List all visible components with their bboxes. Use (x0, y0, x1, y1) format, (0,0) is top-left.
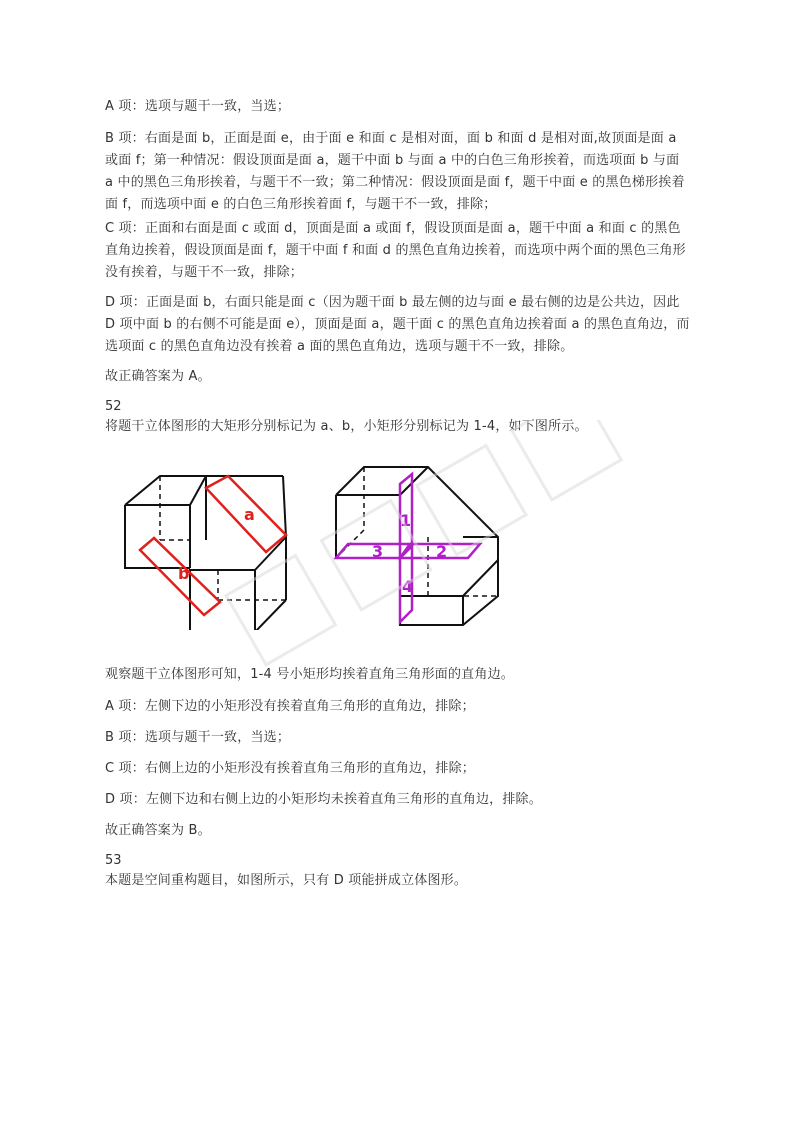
label-b: b (178, 564, 190, 583)
s52-intro: 将题干立体图形的大矩形分别标记为 a、b，小矩形分别标记为 1-4，如下图所示。 (105, 419, 588, 434)
label-3: 3 (372, 542, 384, 561)
question-number-53: 53 (105, 853, 122, 868)
left-solid (125, 476, 286, 630)
s51-option-d: D 项：正面是面 b，右面只能是面 c（因为题干面 b 最左侧的边与面 e 最右侧的边是公共边，因此 D 项中面 b 的右侧不可能是面 e），顶面是面 a，题干面 c 的黑色直角边挨着面 a 的黑色直角边，而选项面 c 的黑色直角边没有挨着 a 面的黑色直角边，选项与题干不一致，排除。 (105, 295, 690, 354)
s51-answer: 故正确答案为 A。 (105, 369, 211, 384)
s53-intro: 本题是空间重构题目，如图所示，只有 D 项能拼成立体图形。 (105, 873, 468, 888)
right-solid (336, 467, 498, 625)
s51-option-c: C 项：正面和右面是面 c 或面 d，顶面是面 a 或面 f，假设顶面是面 a，题干中面 a 和面 c 的黑色直角边挨着，假设顶面是面 f，题干中面 f 和面 d 的黑色直角边挨着，而选项中两个面的黑色三角形没有挨着，与题干不一致，排除； (105, 221, 686, 280)
label-2: 2 (436, 542, 448, 561)
label-4: 4 (402, 577, 414, 596)
s52-option-c: C 项：右侧上边的小矩形没有挨着直角三角形的直角边，排除； (105, 761, 476, 776)
right-hidden-edges (336, 467, 498, 596)
s52-observation: 观察题干立体图形可知，1-4 号小矩形均挨着直角三角形面的直角边。 (105, 667, 514, 682)
s51-option-a: A 项：选项与题干一致，当选； (105, 99, 291, 114)
s52-option-d: D 项：左侧下边和右侧上边的小矩形均未挨着直角三角形的直角边，排除。 (105, 792, 542, 807)
s52-option-a: A 项：左侧下边的小矩形没有挨着直角三角形的直角边，排除； (105, 699, 475, 714)
cube-figure (118, 460, 518, 630)
s51-option-b: B 项：右面是面 b，正面是面 e，由于面 e 和面 c 是相对面，面 b 和面 d 是相对面,故顶面是面 a 或面 f；第一种情况：假设顶面是面 a，题干中面 b 与面 a 中的白色三角形挨着，而选项面 b 与面 a 中的黑色三角形挨着，与题干不一致；第二种情况：假设顶面是面 f，题干中面 e 的黑色梯形挨着面 f，而选项中面 e 的白色三角形挨着面 f，与题干不一致，排除； (105, 131, 685, 212)
s52-option-b: B 项：选项与题干一致，当选； (105, 730, 291, 745)
s52-answer: 故正确答案为 B。 (105, 823, 211, 838)
question-number-52: 52 (105, 399, 122, 414)
label-1: 1 (400, 511, 412, 530)
label-a: a (244, 505, 255, 524)
